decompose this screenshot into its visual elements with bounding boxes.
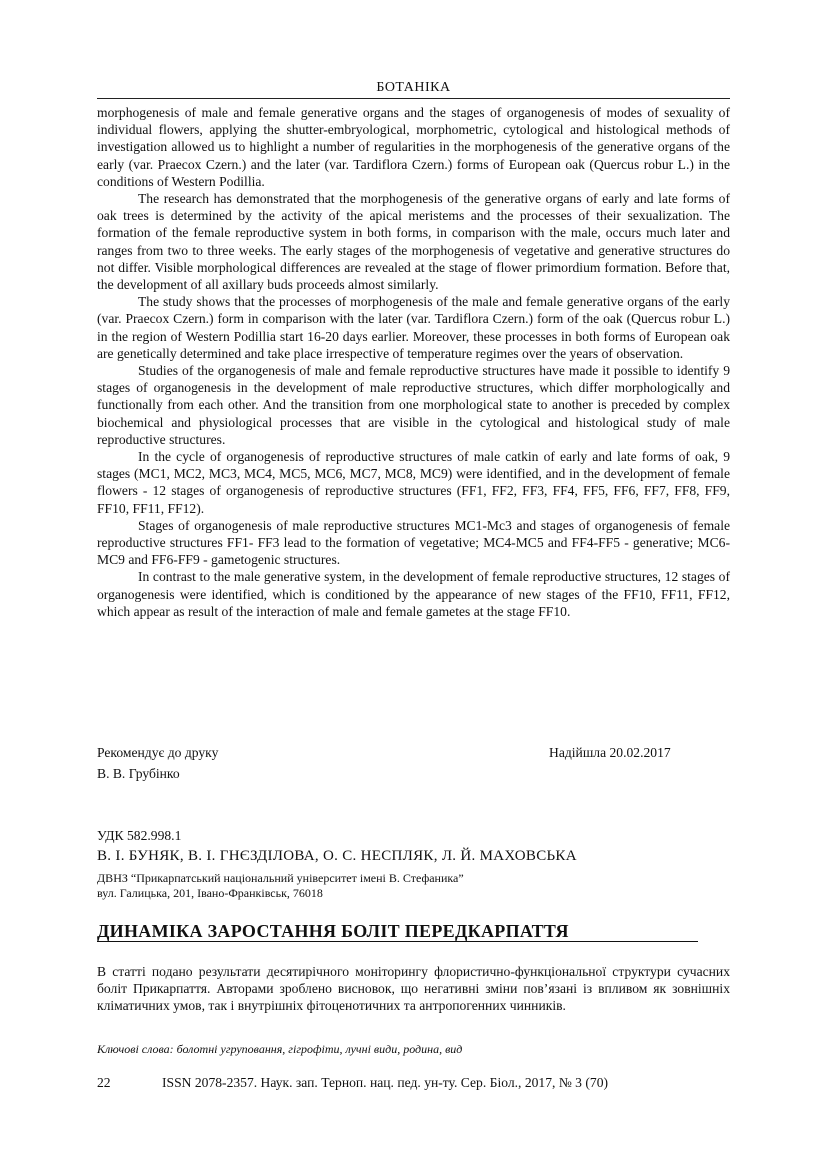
recommended-label: Рекомендує до друку [97,745,219,760]
journal-citation: ISSN 2078-2357. Наук. зап. Терноп. нац. пед. ун-ту. Сер. Біол., 2017, № 3 (70) [162,1075,609,1090]
paragraph: The research has demonstrated that the morphogenesis of the generative organs of early and late forms of oak trees is determined by the activity of the apical meristems and the processes of their sexualization. The formation of the female reproductive system in both forms, in comparison with the male, occurs much later and ranges from two to three weeks. The early stages of the morphogenesis of vegetative and generative structures do not differ. Visible morphological differences are revealed at the stage of flower primordium formation. Before that, the development of all axillary buds proceeds almost similarly. [97,191,730,293]
paragraph: morphogenesis of male and female generative organs and the stages of organogenesis of modes of sexuality of individual flowers, applying the shutter-embryological, morphometric, cytological and histological methods of investigation allowed us to highlight a number of regularities in the morphogenesis of the generative organs of the early (var. Praecox Czern.) and the later (var. Tardiflora Czern.) forms of European oak (Quercus robur L.) in the conditions of Western Podillia. [97,105,730,189]
paragraph: Stages of organogenesis of male reproductive structures MC1-Mc3 and stages of organogenesis of female reproductive structures FF1- FF3 lead to the formation of vegetative; MC4-MC5 and FF4-FF5 - generative; MC6-MC9 and FF6-FF9 - gametogenic structures. [97,517,730,568]
paragraph: Studies of the organogenesis of male and female reproductive structures have made it possible to identify 9 stages of organogenesis in the development of male reproductive structures, which differ morphologically and functionally from each other. And the transition from one morphological state to another is preceded by complex biochemical and physiological processes that are visible in the cytological and histological study of male reproductive structures. [97,363,730,447]
keywords: Ключові слова: болотні угруповання, гігрофіти, лучні види, родина, вид [97,1042,463,1056]
affiliation-address: вул. Галицька, 201, Івано-Франківськ, 76018 [97,886,323,900]
recommender-name: В. В. Грубінко [97,766,180,781]
title-underline [97,941,698,942]
paragraph: In contrast to the male generative system, in the development of female reproductive structures, 12 stages of organogenesis were identified, which is conditioned by the appearance of new stages of the FF10, FF11, FF12, which appear as result of the interaction of male and female gametes at the stage FF10. [97,569,730,619]
header-rule [97,98,730,99]
page-number: 22 [97,1075,111,1090]
udk-code: УДК 582.998.1 [97,828,182,843]
received-date: Надійшла 20.02.2017 [549,745,671,760]
article-title: ДИНАМІКА ЗАРОСТАННЯ БОЛІТ ПЕРЕДКАРПАТТЯ [97,921,569,941]
affiliation: ДВНЗ “Прикарпатський національний університет імені В. Стефаника” [97,871,464,885]
article-authors: В. І. БУНЯК, В. І. ГНЄЗДІЛОВА, О. С. НЕСПЛЯК, Л. Й. МАХОВСЬКА [97,848,577,864]
paragraph: In the cycle of organogenesis of reproductive structures of male catkin of early and late forms of oak, 9 stages (MC1, MC2, MC3, MC4, MC5, MC6, MC7, MC8, MC9) were identified, and in the development of female flowers - 12 stages of organogenesis of reproductive structures (FF1, FF2, FF3, FF4, FF5, FF6, FF7, FF8, FF9, FF10, FF11, FF12). [97,449,730,516]
abstract: В статті подано результати десятирічного моніторингу флористично-функціональної структури сучасних боліт Прикарпаття. Авторами зроблено висновок, що негативні зміни пов’язані із впливом як зовнішніх кліматичних умов, так і внутрішніх фітоценотичних та антропогенних чинників. [97,964,730,1014]
body-text [97,104,730,620]
running-header: БОТАНІКА [376,80,451,95]
paragraph: The study shows that the processes of morphogenesis of the male and female generative organs of the early (var. Praecox Czern.) form in comparison with the later (var. Tardiflora Czern.) form of the oak (Quercus robur L.) in the region of Western Podillia start 16-20 days earlier. Moreover, these processes in both forms of European oak are genetically determined and take place irrespective of temperature regimes over the years of observation. [97,294,730,361]
